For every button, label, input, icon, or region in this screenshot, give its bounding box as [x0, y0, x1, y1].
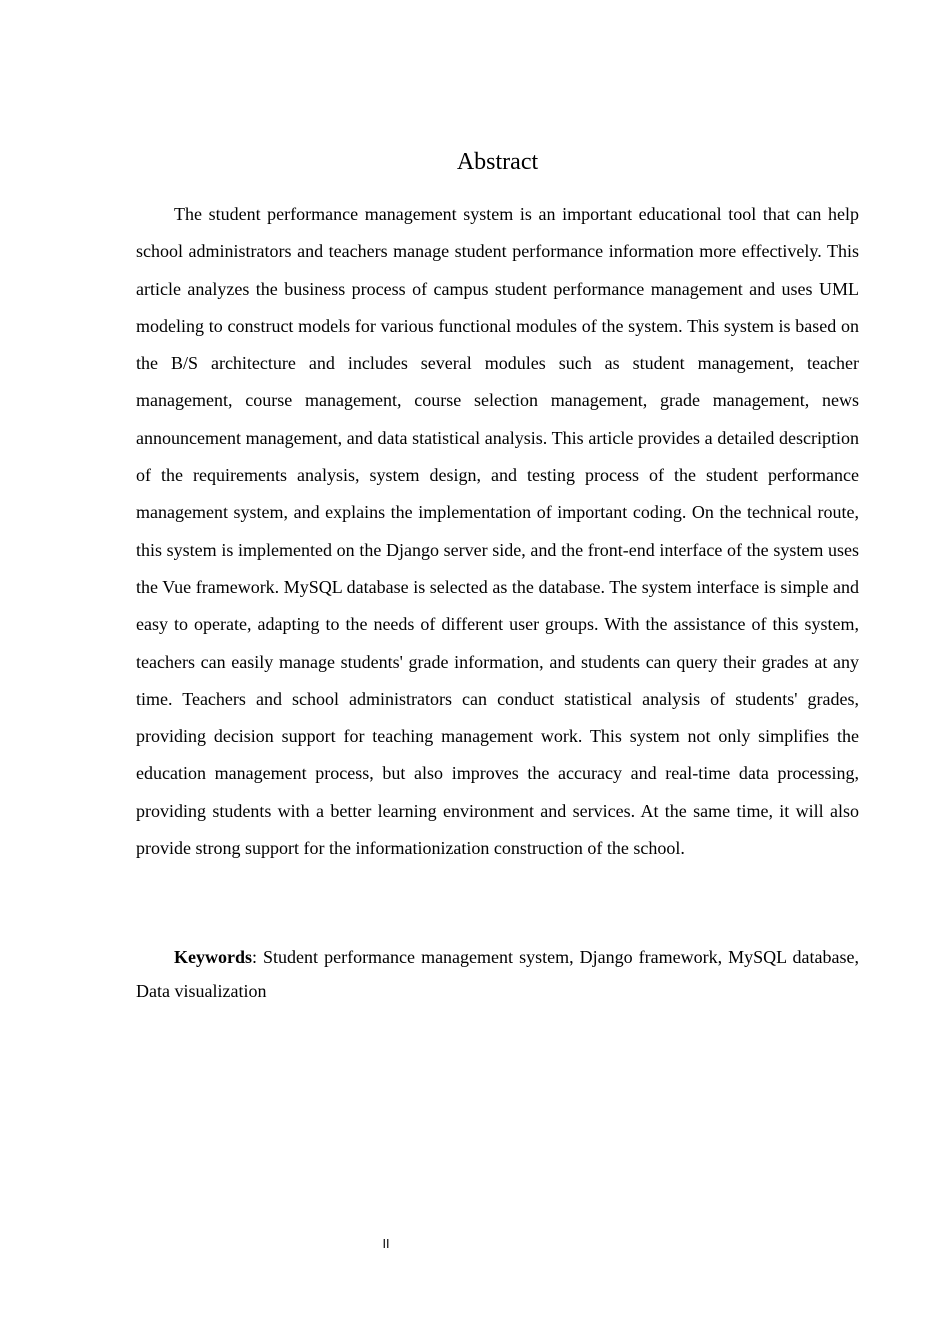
- keywords-label: Keywords: [174, 947, 252, 967]
- keywords-paragraph: [136, 940, 859, 1008]
- page-number: II: [382, 1237, 390, 1251]
- abstract-paragraph: The student performance management system is an important educational tool that can help school administrators and teachers manage student performance information more effectively. This article analyzes the business process of campus student performance management and uses UML modeling to construct models for various functional modules of the system. This system is based on the B/S architecture and includes several modules such as student management, teacher management, course management, course selection management, grade management, news announcement management, and data statistical analysis. This article provides a detailed description of the requirements analysis, system design, and testing process of the student performance management system, and explains the implementation of important coding. On the technical route, this system is implemented on the Django server side, and the front-end interface of the system uses the Vue framework. MySQL database is selected as the database. The system interface is simple and easy to operate, adapting to the needs of different user groups. With the assistance of this system, teachers can easily manage students' grade information, and students can query their grades at any time. Teachers and school administrators can conduct statistical analysis of students' grades, providing decision support for teaching management work. This system not only simplifies the education management process, but also improves the accuracy and real-time data processing, providing students with a better learning environment and services. At the same time, it will also provide strong support for the informationization construction of the school.: [136, 204, 859, 859]
- keywords-separator: :: [252, 947, 264, 967]
- page-title: Abstract: [456, 149, 539, 175]
- keywords-text: Student performance management system, Django framework, MySQL database, Data visualization: [136, 947, 859, 1001]
